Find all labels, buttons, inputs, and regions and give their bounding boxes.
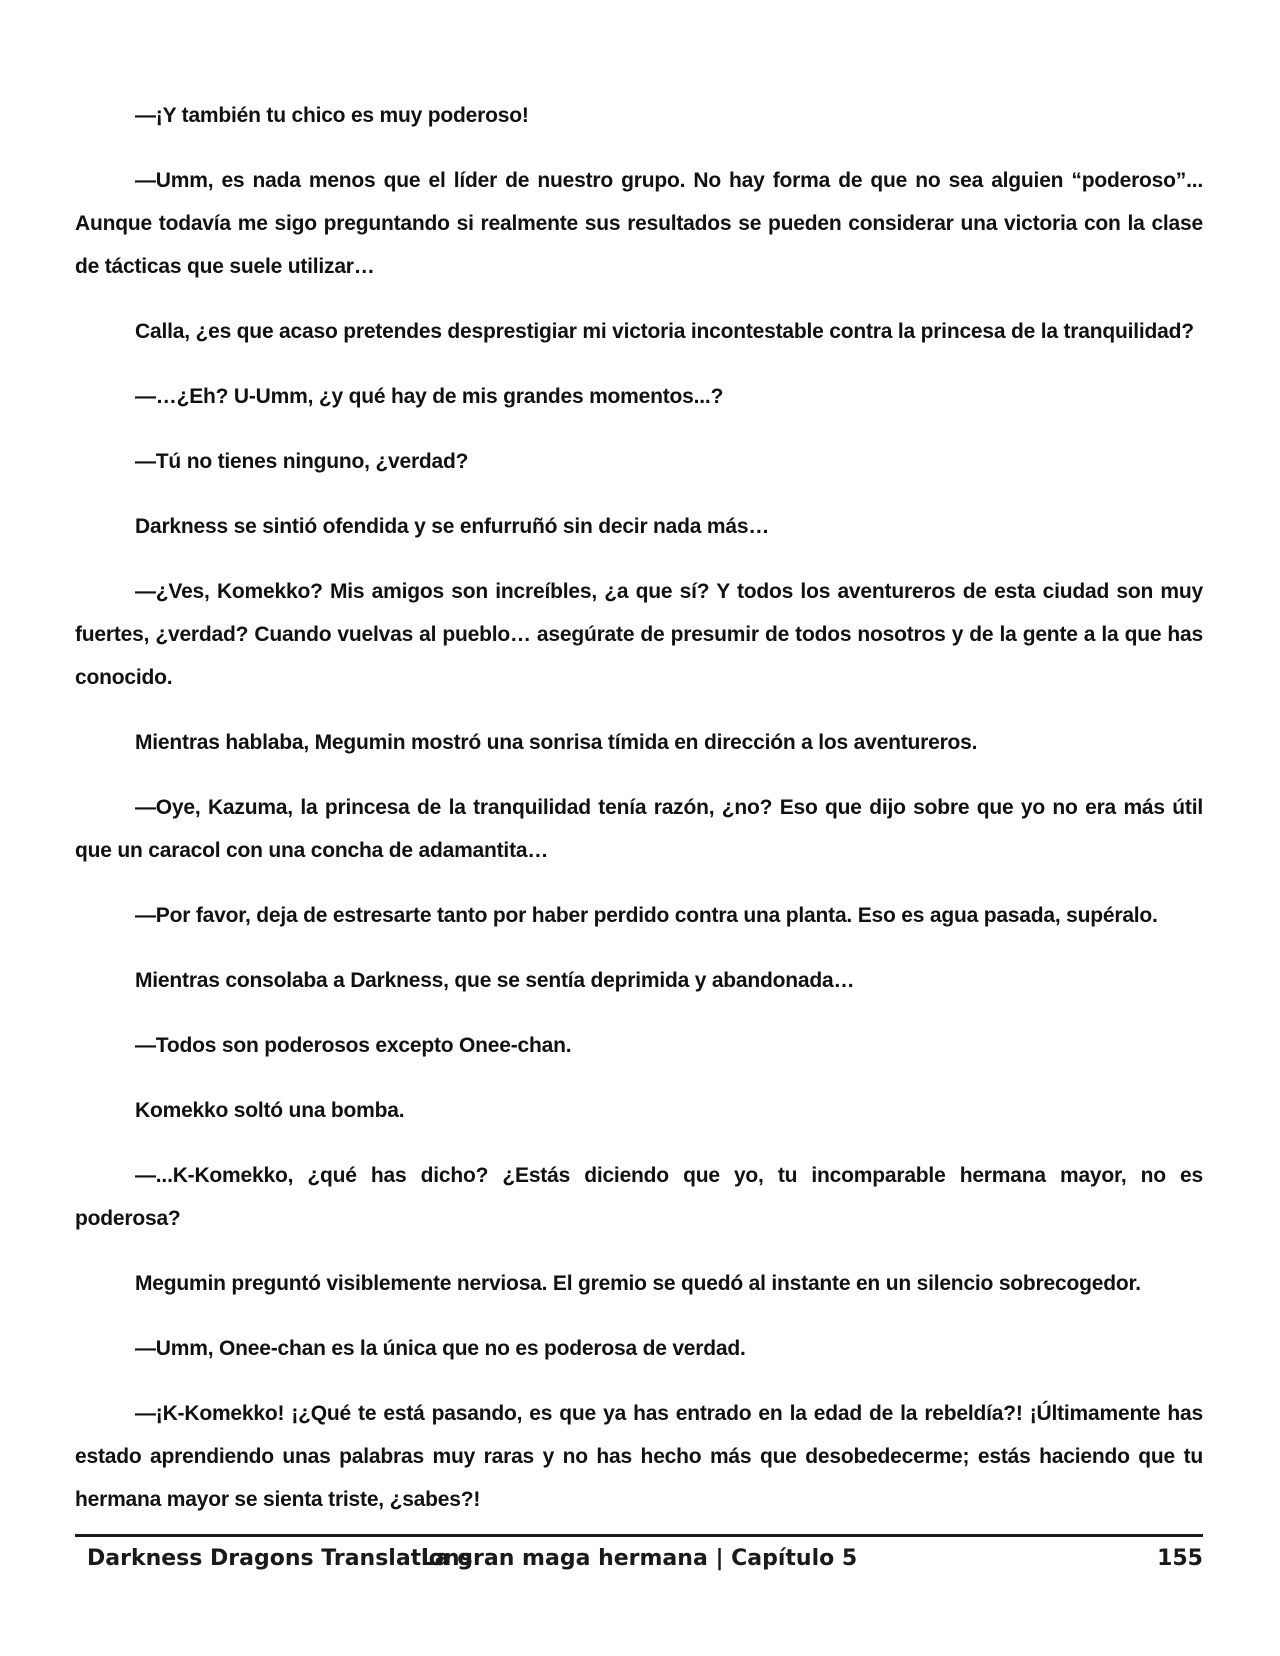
paragraph: —Oye, Kazuma, la princesa de la tranquilidad tenía razón, ¿no? Eso que dijo sobre que yo no era más útil que un caracol con una concha de adamantita… bbox=[75, 796, 1203, 862]
paragraph: Komekko soltó una bomba. bbox=[135, 1099, 405, 1122]
paragraph: —Tú no tienes ninguno, ¿verdad? bbox=[135, 450, 469, 473]
page-number: 155 bbox=[1157, 1546, 1203, 1571]
paragraph: —Todos son poderosos excepto Onee-chan. bbox=[135, 1034, 572, 1057]
paragraph: —¡Y también tu chico es muy poderoso! bbox=[135, 104, 529, 127]
paragraph: —…¿Eh? U-Umm, ¿y qué hay de mis grandes momentos...? bbox=[135, 385, 724, 408]
page-footer bbox=[75, 1546, 1203, 1586]
paragraph: Calla, ¿es que acaso pretendes desprestigiar mi victoria incontestable contra la princesa de la tranquilidad? bbox=[135, 320, 1194, 343]
paragraph: —¡K-Komekko! ¡¿Qué te está pasando, es que ya has entrado en la edad de la rebeldía?! ¡Últimamente has estado aprendiendo unas palabras muy raras y no has hecho más que desobedecerme; estás haciendo que tu hermana mayor se sienta triste, ¿sabes?! bbox=[75, 1402, 1203, 1511]
body-text bbox=[75, 94, 1203, 1543]
paragraph: —Umm, es nada menos que el líder de nuestro grupo. No hay forma de que no sea alguien “poderoso”... Aunque todavía me sigo preguntando si realmente sus resultados se pueden considerar una victoria con la clase de tácticas que suele utilizar… bbox=[75, 169, 1203, 278]
paragraph: Darkness se sintió ofendida y se enfurruñó sin decir nada más… bbox=[135, 515, 770, 538]
footer-chapter-title: La gran maga hermana | Capítulo 5 bbox=[420, 1546, 858, 1571]
paragraph: —Por favor, deja de estresarte tanto por haber perdido contra una planta. Eso es agua pasada, supéralo. bbox=[135, 904, 1158, 927]
paragraph: —Umm, Onee-chan es la única que no es poderosa de verdad. bbox=[135, 1337, 746, 1360]
footer-divider bbox=[75, 1534, 1203, 1537]
paragraph: —...K-Komekko, ¿qué has dicho? ¿Estás diciendo que yo, tu incomparable hermana mayor, no es poderosa? bbox=[75, 1164, 1203, 1230]
paragraph: Mientras consolaba a Darkness, que se sentía deprimida y abandonada… bbox=[135, 969, 855, 992]
paragraph: —¿Ves, Komekko? Mis amigos son increíbles, ¿a que sí? Y todos los aventureros de esta ciudad son muy fuertes, ¿verdad? Cuando vuelvas al pueblo… asegúrate de presumir de todos nosotros y de la gente a la que has conocido. bbox=[75, 580, 1203, 689]
paragraph: Mientras hablaba, Megumin mostró una sonrisa tímida en dirección a los aventureros. bbox=[135, 731, 978, 754]
footer-translator-credit: Darkness Dragons Translations bbox=[87, 1546, 473, 1571]
paragraph: Megumin preguntó visiblemente nerviosa. El gremio se quedó al instante en un silencio sobrecogedor. bbox=[135, 1272, 1141, 1295]
